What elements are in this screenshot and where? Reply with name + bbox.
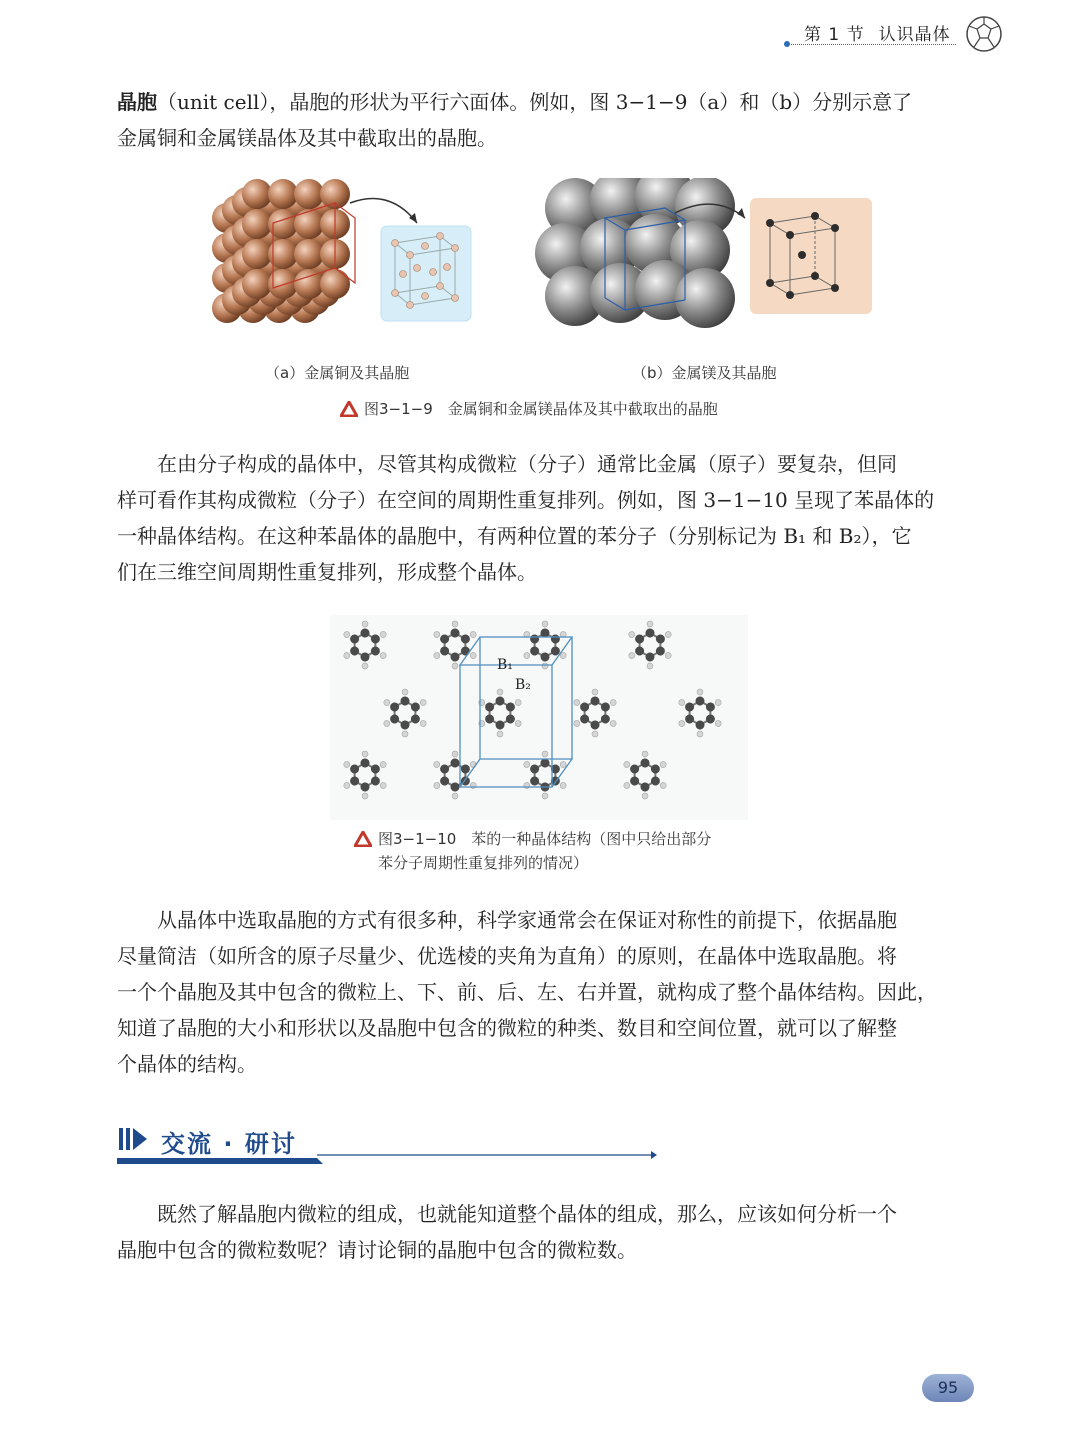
label-b2: B₂ — [515, 677, 531, 693]
paragraph-1-line-1-text: （unit cell），晶胞的形状为平行六面体。例如，图 3−1−9（a）和（b）分别示意了 — [157, 90, 913, 114]
header-rule — [788, 44, 956, 45]
discussion-text — [117, 1196, 959, 1268]
benzene-molecules — [334, 615, 732, 805]
paragraph-2-line-1: 在由分子构成的晶体中，尽管其构成微粒（分子）通常比金属（原子）要复杂，但同 — [117, 452, 897, 476]
discussion-line-1: 既然了解晶胞内微粒的组成，也就能知道整个晶体的组成，那么，应该如何分析一个 — [117, 1202, 897, 1226]
figure-3-1-10-caption-line-1: 图3−1−10 苯的一种晶体结构（图中只给出部分 — [378, 830, 712, 848]
figure-3-1-10 — [330, 615, 748, 820]
caption-magnesium: （b）金属镁及其晶胞 — [632, 364, 777, 382]
triangle-icon — [354, 831, 372, 847]
paragraph-2-line-3: 一种晶体结构。在这种苯晶体的晶胞中，有两种位置的苯分子（分别标记为 B₁ 和 B₂），它 — [117, 524, 912, 548]
paragraph-3-line-1: 从晶体中选取晶胞的方式有很多种，科学家通常会在保证对称性的前提下，依据晶胞 — [117, 908, 897, 932]
paragraph-3-line-2: 尽量简洁（如所含的原子尽量少、优选棱的夹角为直角）的原则，在晶体中选取晶胞。将 — [117, 944, 897, 968]
copper-crystal — [212, 179, 355, 323]
paragraph-2 — [117, 446, 959, 590]
copper-unit-cell — [381, 226, 471, 321]
paragraph-1 — [117, 84, 959, 156]
header-text — [804, 20, 951, 45]
figure-3-1-9-caption-text: 图3−1−9 金属铜和金属镁晶体及其中截取出的晶胞 — [364, 400, 718, 418]
header-section: 第 1 节 — [804, 25, 865, 45]
triangle-icon — [340, 401, 358, 417]
header-title: 认识晶体 — [878, 25, 951, 45]
paragraph-2-line-2: 样可看作其构成微粒（分子）在空间的周期性重复排列。例如，图 3−1−10 呈现了苯晶体的 — [117, 488, 935, 512]
figure-3-1-9 — [205, 178, 885, 358]
fullerene-icon — [964, 14, 1004, 54]
label-b1: B₁ — [497, 657, 513, 673]
paragraph-2-line-4: 们在三维空间周期性重复排列，形成整个晶体。 — [117, 560, 537, 584]
paragraph-3-line-3: 一个个晶胞及其中包含的微粒上、下、前、后、左、右并置，就构成了整个晶体结构。因此， — [117, 980, 937, 1004]
running-header — [780, 14, 1020, 54]
paragraph-1-line-2: 金属铜和金属镁晶体及其中截取出的晶胞。 — [117, 126, 497, 150]
term-unit-cell: 晶胞 — [117, 90, 157, 114]
magnesium-unit-cell — [750, 198, 872, 314]
paragraph-3 — [117, 902, 959, 1082]
magnesium-crystal — [535, 178, 735, 328]
paragraph-3-line-5: 个晶体的结构。 — [117, 1052, 257, 1076]
discussion-line-2: 晶胞中包含的微粒数呢？请讨论铜的晶胞中包含的微粒数。 — [117, 1238, 637, 1262]
figure-3-1-9-caption — [340, 398, 718, 419]
figure-3-1-10-caption-line-2: 苯分子周期性重复排列的情况） — [378, 854, 589, 872]
section-title: 交流 · 研讨 — [161, 1130, 297, 1158]
paragraph-1-line-1 — [117, 84, 959, 120]
paragraph-3-line-4: 知道了晶胞的大小和形状以及晶胞中包含的微粒的种类、数目和空间位置，就可以了解整 — [117, 1016, 897, 1040]
benzene-unit-cell — [460, 637, 572, 787]
figure-3-1-10-caption — [354, 828, 711, 849]
caption-copper: （a）金属铜及其晶胞 — [265, 364, 410, 382]
section-heading — [117, 1120, 657, 1168]
page-number: 95 — [922, 1374, 974, 1402]
